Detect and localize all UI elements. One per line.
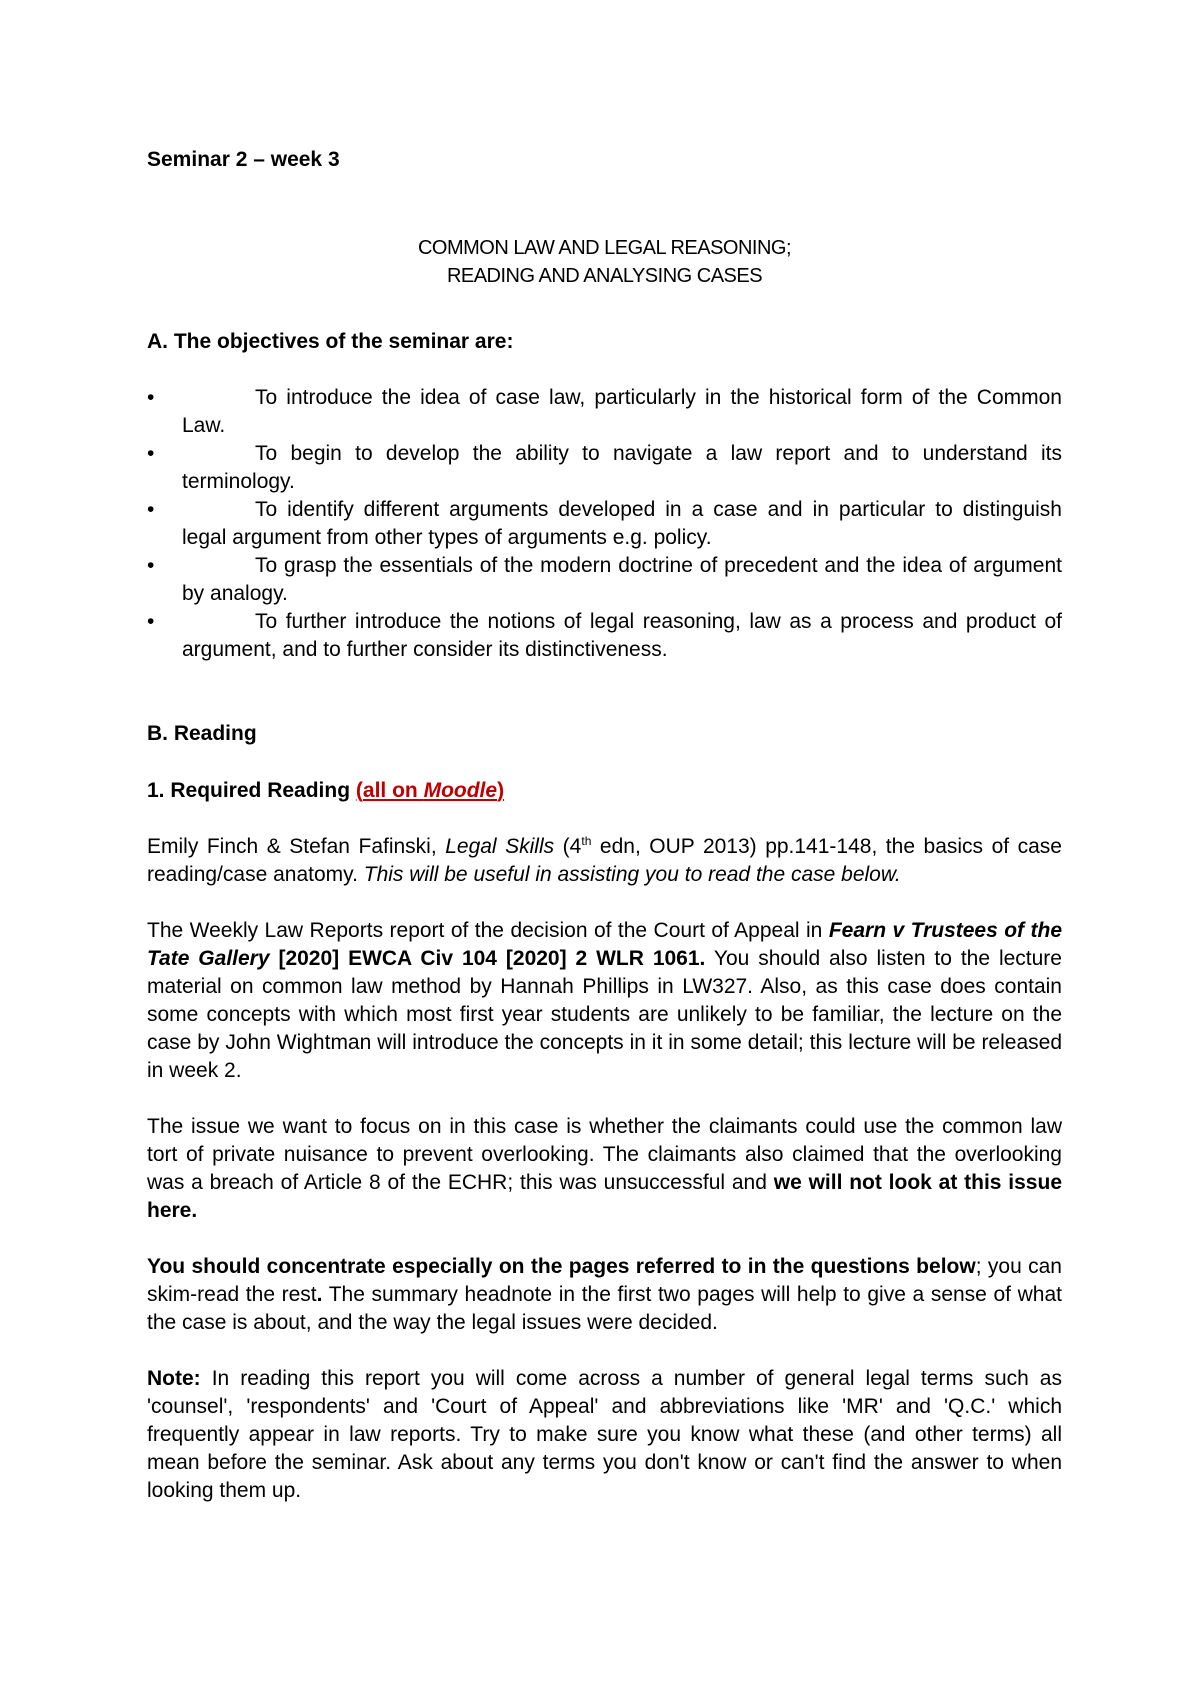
list-item: [147, 440, 1062, 496]
reading-wlr-paragraph: The Weekly Law Reports report of the decision of the Court of Appeal in Fearn v Trustees of the Tate Gallery [2020] EWCA Civ 104 [2020] 2 WLR 1061. You should also listen to the lecture material on common law method by Hannah Phillips in LW327. Also, as this case does contain some concepts with which most first year students are unlikely to be familiar, the lecture on the case by John Wightman will introduce the concepts in it in some detail; this lecture will be released in week 2.: [147, 919, 1063, 1082]
document-title: [147, 234, 1062, 290]
objective-text: To introduce the idea of case law, particularly in the historical form of the Common Law.: [182, 386, 1062, 437]
section-b-heading: B. Reading: [147, 722, 257, 745]
bullet-icon: •: [147, 554, 155, 577]
concentrate-paragraph: You should concentrate especially on the pages referred to in the questions below; you can skim-read the rest. The summary headnote in the first two pages will help to give a sense of what the case is about, and the way the legal issues were decided.: [147, 1255, 1062, 1334]
required-reading-heading: [147, 777, 1062, 805]
book-title: Legal Skills: [445, 835, 555, 858]
list-item: [147, 552, 1062, 608]
list-item: [147, 608, 1062, 664]
objective-text: To further introduce the notions of legal reasoning, law as a process and product of argument, and to further consider its distinctiveness.: [182, 610, 1062, 661]
bullet-icon: •: [147, 386, 155, 409]
title-line-1: COMMON LAW AND LEGAL REASONING;: [417, 237, 792, 259]
objective-text: To grasp the essentials of the modern doctrine of precedent and the idea of argument by analogy.: [182, 554, 1062, 605]
reading-finch-paragraph: Emily Finch & Stefan Fafinski, Legal Skills (4th edn, OUP 2013) pp.141-148, the basics of case reading/case anatomy. This will be useful in assisting you to read the case below.: [147, 834, 1062, 886]
objective-text: To identify different arguments developed in a case and in particular to distinguish legal argument from other types of arguments e.g. policy.: [182, 498, 1062, 549]
issue-paragraph: The issue we want to focus on in this case is whether the claimants could use the common law tort of private nuisance to prevent overlooking. The claimants also claimed that the overlooking was a breach of Article 8 of the ECHR; this was unsuccessful and we will not look at this issue here.: [147, 1115, 1062, 1222]
list-item: [147, 496, 1062, 552]
list-item: [147, 384, 1062, 440]
seminar-heading: Seminar 2 – week 3: [147, 148, 340, 171]
required-reading-label: 1. Required Reading: [147, 779, 351, 802]
moodle-link[interactable]: (all on Moodle): [355, 779, 505, 802]
note-label: Note:: [147, 1367, 201, 1390]
case-name: Fearn v Trustees of the Tate Gallery: [147, 919, 1063, 970]
bullet-icon: •: [147, 442, 155, 465]
bullet-icon: •: [147, 610, 155, 633]
document-page: [147, 146, 1062, 1505]
title-line-2: READING AND ANALYSING CASES: [446, 265, 763, 287]
objective-text: To begin to develop the ability to navigate a law report and to understand its terminology.: [182, 442, 1062, 493]
case-citation: [2020] EWCA Civ 104 [2020] 2 WLR 1061.: [278, 947, 706, 970]
bullet-icon: •: [147, 498, 155, 521]
objectives-list: [147, 384, 1062, 664]
note-paragraph: Note: In reading this report you will come across a number of general legal terms such as 'counsel', 'respondents' and 'Court of Appeal' and abbreviations like 'MR' and 'Q.C.' which frequently appear in law reports. Try to make sure you know what these (and other terms) all mean before the seminar. Ask about any terms you don't know or can't find the answer to when looking them up.: [147, 1367, 1062, 1502]
section-a-heading: A. The objectives of the seminar are:: [147, 330, 514, 353]
